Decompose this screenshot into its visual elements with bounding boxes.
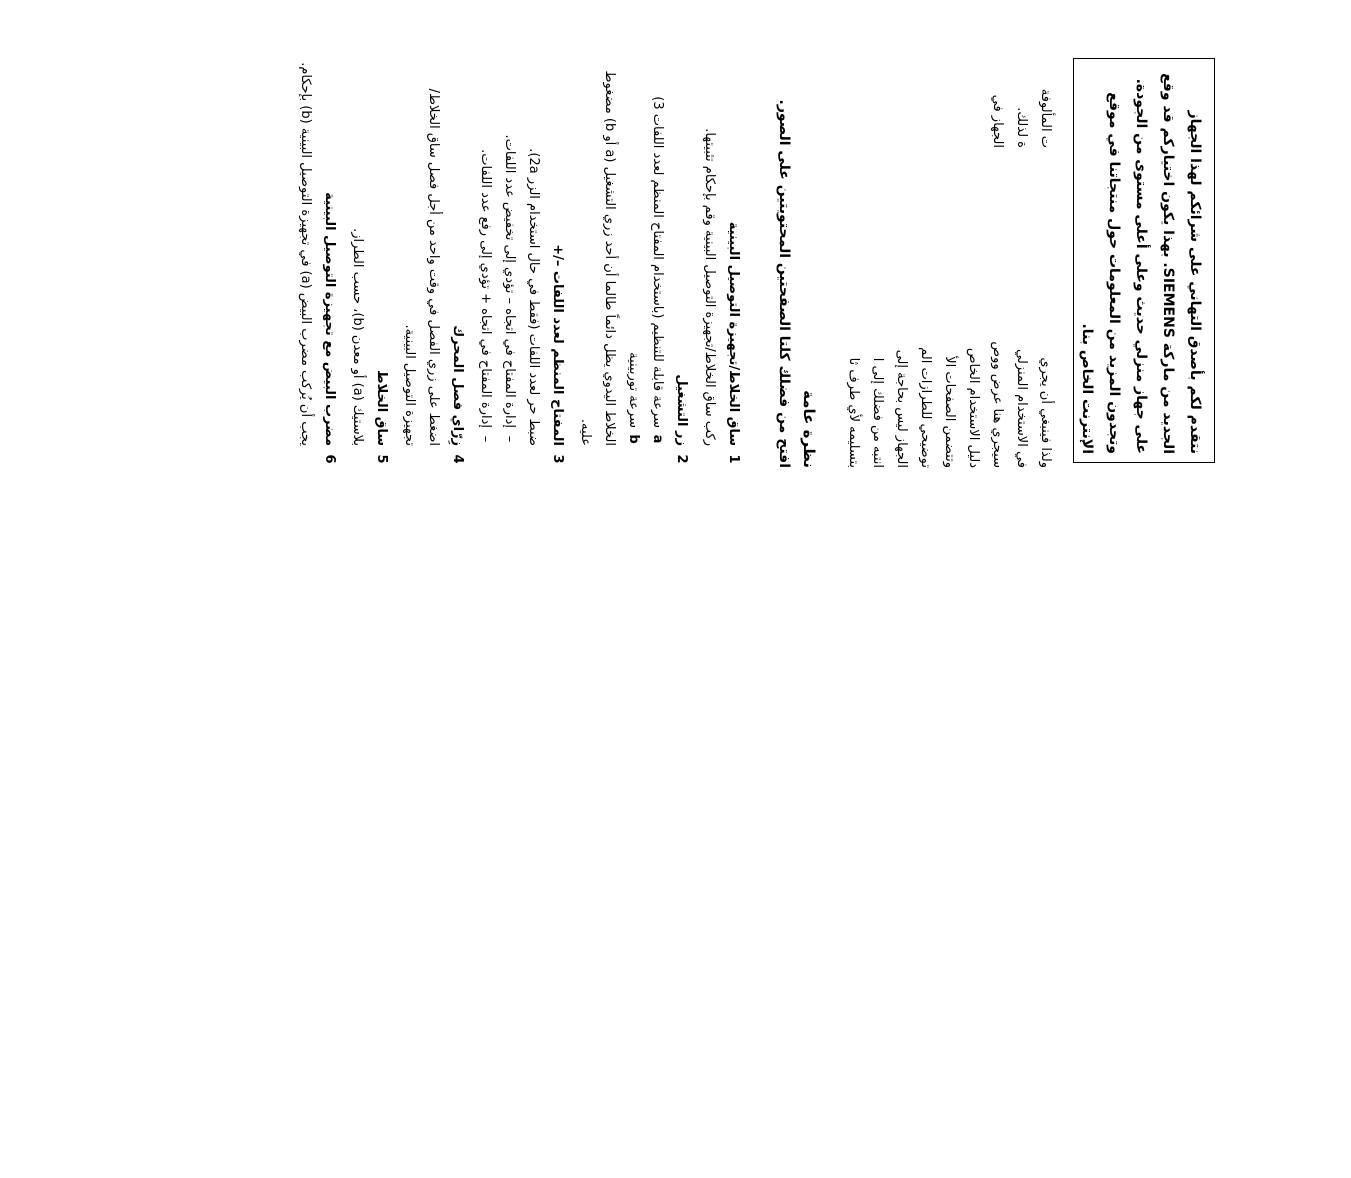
intended-use-column <box>807 58 1057 468</box>
dash-text: إدارة المفتاح في اتجاه – تؤدي إلى تخفيض عدد اللفات. <box>502 134 517 428</box>
column-line-right: انتبه من فضلك إلى ا <box>870 357 885 468</box>
intro-box <box>1073 58 1215 463</box>
sub-item <box>621 58 645 446</box>
column-line-right: سيجري هنا عرض ووص <box>990 341 1005 468</box>
column-line-right: دليل الاستخدام الخاص <box>966 347 981 468</box>
column-line-left: ة لذلك. <box>1014 107 1029 148</box>
item-heading: ساق الخلاط <box>374 370 389 446</box>
item-body: بلاستيك (a) أو معدن (b)، حسب الطراز. <box>350 228 365 446</box>
item-heading: مضرب البيض مع تجهيزة التوصيل البينية <box>322 192 337 446</box>
dash-mark: – <box>502 435 517 443</box>
dash-mark: – <box>478 435 493 443</box>
sub-item <box>645 58 669 446</box>
list-item <box>397 58 469 468</box>
parts-list <box>289 58 745 468</box>
document-page <box>95 58 1215 478</box>
column-line-right: الجهاز ليس بحاجة إلى <box>894 349 909 468</box>
dash-item <box>473 58 497 446</box>
item-heading: المفتاح المنظم لعدد اللفات –/+ <box>550 244 565 446</box>
item-body: ضبط حر لعدد اللفات (فقط في حال استخدام الزر 2a). <box>526 148 541 446</box>
column-line <box>961 58 985 468</box>
sub-item-letter: b <box>626 434 641 444</box>
item-heading: زِرّاي فصل المحرك <box>450 325 465 446</box>
item-body: اضغط على زري الفصل في وقت واحد من أجل فصل ساق الخلاط/تجهيزة التوصيل البينية. <box>402 88 441 446</box>
column-line-left: الجهاز في <box>990 94 1005 148</box>
column-line-right: توضيحي للطرازات الم <box>918 347 933 468</box>
column-line-right: بتسليمه لأي طرف ثا <box>846 357 861 468</box>
column-line <box>865 58 889 468</box>
intro-text: نتقدم لكم بأصدق التهاني على شرائكم لهذا الجهاز الجديد من ماركة SIEMENS. بهذا يكون اختياركم قد وقع على جهاز منزلي حديث وعلى أعلى مستوى من الجودة. وتجدون المزيد من المعلومات حول منتجاتنا في موقع الإنترنت الخاص بنا. <box>1079 73 1203 454</box>
column-line <box>889 58 913 468</box>
dash-text: إدارة المفتاح في اتجاه + تؤدي إلى رفع عدد اللفات. <box>478 149 493 428</box>
column-line-right: وتتضمن الصفحات الأ <box>942 356 957 468</box>
column-line-left: ت المألوفة <box>1038 88 1053 148</box>
item-body: ركب ساق الخلاط/تجهيزة التوصيل البينية وقم بإحكام تثبيتها. <box>702 128 717 446</box>
list-item <box>697 58 745 468</box>
item-heading: ساق الخلاط/تجهيزة التوصيل البينية <box>726 221 741 446</box>
overview-intro: افتح من فضلك كلتا الصفحتين المحتويتين على الصور. <box>776 99 792 468</box>
dash-item <box>497 58 521 446</box>
item-number: 2 <box>674 454 689 464</box>
list-item <box>473 58 569 468</box>
overview-title: نظرة عامة <box>800 390 818 468</box>
column-line <box>985 58 1009 468</box>
column-line <box>1009 58 1033 468</box>
list-item <box>293 58 341 468</box>
column-line <box>841 58 865 468</box>
sub-item-text: سرعة توربينية <box>626 352 641 428</box>
item-number: 6 <box>322 454 337 464</box>
item-number: 4 <box>450 454 465 464</box>
column-line-right: في الاستخدام المنزلي <box>1014 348 1029 468</box>
item-number: 5 <box>374 454 389 464</box>
item-number: 1 <box>726 454 741 464</box>
list-item <box>345 58 393 468</box>
column-line <box>913 58 937 468</box>
item-body: الخلاط اليدوي يظل دائماً طالما أن أحد زري التشغيل (a أو b) مضغوط عليه. <box>578 70 617 446</box>
item-heading: زر التشغيل <box>674 374 689 446</box>
column-line-right: ولذا فينبغي أن يجري <box>1038 357 1053 468</box>
item-body: يجب أن يُركب مضرب البيض (a) في تجهيزة التوصيل البينية (b) بإحكام. <box>298 62 313 446</box>
document-sheet <box>95 58 1215 1178</box>
item-number: 3 <box>550 454 565 464</box>
sub-item-letter: a <box>650 434 665 444</box>
column-line <box>937 58 961 468</box>
column-line <box>1033 58 1057 468</box>
sub-item-text: سرعة قابلة للتنظيم (باستخدام المفتاح المنظم لعدد اللفات 3) <box>650 96 665 428</box>
list-item <box>573 58 693 468</box>
